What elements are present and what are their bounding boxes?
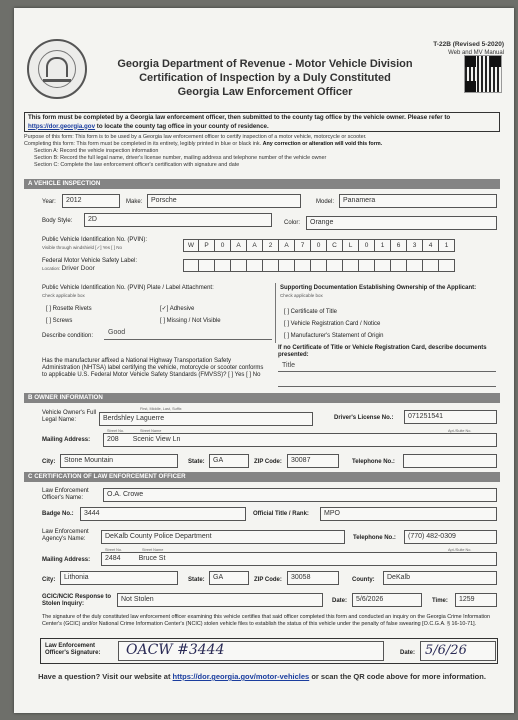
pvin-char-cell[interactable]: A [279,239,295,252]
official-title-label: Official Title / Rank: [253,511,309,517]
badge-label: Badge No.: [42,511,74,517]
owner-state-label: State: [188,459,205,465]
pvin-char-cell[interactable]: 2 [263,239,279,252]
make-field[interactable]: Porsche [147,194,301,208]
qr-code-icon [465,56,501,92]
agency-city-field[interactable]: Lithonia [60,571,178,585]
certification-statement: The signature of the duly constituted law enforcement officer examining this vehicle certifies that said officer completed this form and conducted an inquiry on the Georgia Crime Information Center's (GCIC) and/or National Crime Information Center's (NCIC) stolen vehicle files to establish the status of this vehicle under the penalty of false swearing [O.C.G.A. § 16-10-71]. [42,614,491,627]
drivers-license-label: Driver's License No.: [334,415,394,421]
agency-address-field[interactable] [101,552,497,566]
model-field[interactable]: Panamera [339,194,497,208]
badge-field[interactable]: 3444 [80,507,246,521]
agency-name-field[interactable]: DeKalb County Police Department [101,530,345,544]
pvin-char-cell[interactable]: W [183,239,199,252]
make-label: Make: [126,199,143,205]
color-field[interactable]: Orange [306,216,497,230]
safety-label-cell[interactable] [215,259,231,272]
mso-checkbox[interactable]: [ ] Manufacturer's Statement of Origin [284,333,384,339]
county-field[interactable]: DeKalb [383,571,497,585]
owner-city-field[interactable]: Stone Mountain [60,454,178,468]
inquiry-time-label: Time: [432,598,448,604]
agency-phone-field[interactable]: (770) 482-0309 [404,530,497,544]
model-label: Model: [316,199,335,205]
nhtsa-question: Has the manufacturer affixed a National Highway Transportation Safety Administration (NHTSA) label certifying the vehicle, motorcycle or scooter conforms to applicable U.S. Federal Motor Vehicle Safety Standards (FMVSS)? [ ] Yes [ ] No [42,358,264,378]
year-field[interactable]: 2012 [62,194,120,208]
safety-label-cell[interactable] [247,259,263,272]
pvin-char-cell[interactable]: 7 [295,239,311,252]
agency-mailing-label: Mailing Address: [42,557,91,563]
section-c-header: C CERTIFICATION OF LAW ENFORCEMENT OFFICER [24,472,500,482]
submission-notice: This form must be completed by a Georgia law enforcement officer, then submitted to the county tag office by the vehicle owner. Please refer to https://dor.georgia.gov to locate the county tag office in your county of residence. [24,112,500,132]
agency-street-number: 2484 [105,555,121,562]
body-style-field[interactable]: 2D [84,213,272,227]
owner-city-label: City: [42,459,56,465]
signature-date-value: 5/6/26 [425,643,467,658]
officer-name-field[interactable]: O.A. Crowe [103,488,497,502]
safety-label-cell[interactable] [199,259,215,272]
pvin-char-cell[interactable]: 1 [439,239,455,252]
missing-checkbox[interactable]: [ ] Missing / Not Visible [160,318,221,324]
agency-city-label: City: [42,577,56,583]
no-certificate-label: If no Certificate of Title or Vehicle Registration Card, describe documents presented: [278,345,487,358]
safety-label-cell[interactable] [263,259,279,272]
officer-name-label: Law Enforcement Officer's Name: [42,488,89,501]
owner-street-name: Scenic View Ln [132,436,181,443]
pvin-label: Public Vehicle Identification No. (PVIN): Visible through windshield [✓] Yes [ ] No [42,237,148,250]
section-a-divider [275,283,276,343]
safety-label-cell[interactable] [375,259,391,272]
safety-label-cell[interactable] [407,259,423,272]
gcic-label: GCIC/NCIC Response to Stolen Inquiry: [42,594,112,607]
supporting-docs-label: Supporting Documentation Establishing Ownership of the Applicant: Check applicable box [280,285,477,298]
county-label: County: [352,577,375,583]
signature-date-label: Date: [400,650,416,656]
pvin-char-cell[interactable]: 0 [215,239,231,252]
safety-label-cell[interactable] [343,259,359,272]
official-title-field[interactable]: MPO [320,507,497,521]
owner-phone-label: Telephone No.: [352,459,395,465]
documents-line-2 [278,386,496,387]
owner-name-field[interactable]: Berdshley Laguerre [99,412,313,426]
form-number: T-22B (Revised 5-2020) Web and MV Manual [433,41,504,56]
owner-phone-field[interactable] [403,454,497,468]
pvin-char-cell[interactable]: 0 [359,239,375,252]
screws-checkbox[interactable]: [ ] Screws [46,318,73,324]
pvin-char-cell[interactable]: P [199,239,215,252]
rosette-rivets-checkbox[interactable]: [ ] Rosette Rivets [46,306,92,312]
inquiry-time-field[interactable]: 1259 [455,593,497,607]
agency-street-name: Bruce St [138,555,166,562]
plate-attachment-label: Public Vehicle Identification No. (PVIN) Plate / Label Attachment: Check applicable box [42,285,214,298]
registration-card-checkbox[interactable]: [ ] Vehicle Registration Card / Notice [284,321,381,327]
owner-zip-label: ZIP Code: [254,459,282,465]
section-b-header: B OWNER INFORMATION [24,393,500,403]
safety-label-cell[interactable] [327,259,343,272]
safety-label-cell[interactable] [359,259,375,272]
pvin-char-cell[interactable]: 1 [375,239,391,252]
describe-condition-label: Describe condition: [42,333,94,339]
footer-help: Have a question? Visit our website at https://dor.georgia.gov/motor-vehicles or scan the QR code above for more information. [38,672,486,681]
certificate-title-checkbox[interactable]: [ ] Certificate of Title [284,309,338,315]
owner-mailing-label: Mailing Address: [42,437,91,443]
documents-line-1 [278,371,496,372]
safety-label-cell[interactable] [311,259,327,272]
owner-name-hint: First, Middle, Last, Suffix [140,407,182,411]
adhesive-checkbox[interactable]: [✓] Adhesive [160,306,195,312]
safety-label-field[interactable] [183,259,455,272]
tag-office-link[interactable]: https://dor.georgia.gov [28,122,96,130]
agency-phone-label: Telephone No.: [353,535,396,541]
body-style-label: Body Style: [42,218,73,224]
pvin-field[interactable] [183,239,455,252]
inquiry-date-field[interactable]: 5/6/2026 [352,593,422,607]
year-label: Year: [42,199,56,205]
gcic-field[interactable]: Not Stolen [117,593,323,607]
motor-vehicles-link[interactable]: https://dor.georgia.gov/motor-vehicles [172,672,310,681]
pvin-char-cell[interactable]: 6 [391,239,407,252]
owner-address-field[interactable] [103,433,497,447]
documents-value[interactable]: Title [282,362,295,369]
signature-label: Law Enforcement Officer's Signature: [45,643,101,656]
drivers-license-field[interactable]: 071251541 [404,410,497,424]
safety-label-heading: Federal Motor Vehicle Safety Label: Location: Driver Door [42,258,138,272]
form-title: Georgia Department of Revenue - Motor Vehicle Division Certification of Inspection by a Duly Constituted Georgia Law Enforcement Officer [117,58,413,98]
pvin-char-cell[interactable]: 3 [407,239,423,252]
owner-state-field[interactable]: GA [209,454,249,468]
agency-zip-field[interactable]: 30058 [287,571,339,585]
pvin-char-cell[interactable]: L [343,239,359,252]
safety-label-cell[interactable] [423,259,439,272]
officer-signature: OACW #3444 [126,642,225,658]
location-value: Driver Door [61,265,95,272]
owner-street-number: 208 [107,436,119,443]
pvin-char-cell[interactable]: 4 [423,239,439,252]
color-label: Color: [284,220,301,226]
owner-zip-field[interactable]: 30087 [287,454,339,468]
form-instructions: Purpose of this form: This form is to be used by a Georgia law enforcement officer to certify inspection of a motor vehicle, motorcycle or scooter. Completing this form: This form must be completed in its entirety, legibly printed in blue or black ink. Any correction or alteration will void this form. Section A: Record the vehicle inspection information Section B: Record the full legal name, driver's license number, mailing address and telephone number of the vehicle owner Section C: Complete the law enforcement officer's certification with signature and date [24,134,383,168]
condition-value[interactable]: Good [108,329,126,336]
agency-zip-label: ZIP Code: [254,577,282,583]
agency-state-label: State: [188,577,205,583]
safety-label-cell[interactable] [279,259,295,272]
condition-line [104,339,272,340]
owner-name-label: Vehicle Owner's Full Legal Name: [42,410,97,423]
safety-label-cell[interactable] [439,259,455,272]
inquiry-date-label: Date: [332,598,348,604]
safety-label-cell[interactable] [231,259,247,272]
georgia-seal-icon [27,39,87,99]
safety-label-cell[interactable] [183,259,199,272]
pvin-char-cell[interactable]: C [327,239,343,252]
safety-label-cell[interactable] [295,259,311,272]
safety-label-cell[interactable] [391,259,407,272]
pvin-char-cell[interactable]: A [231,239,247,252]
section-a-header: A VEHICLE INSPECTION [24,179,500,189]
pvin-char-cell[interactable]: A [247,239,263,252]
pvin-char-cell[interactable]: 0 [311,239,327,252]
agency-state-field[interactable]: GA [209,571,249,585]
agency-name-label: Law Enforcement Agency's Name: [42,529,89,542]
